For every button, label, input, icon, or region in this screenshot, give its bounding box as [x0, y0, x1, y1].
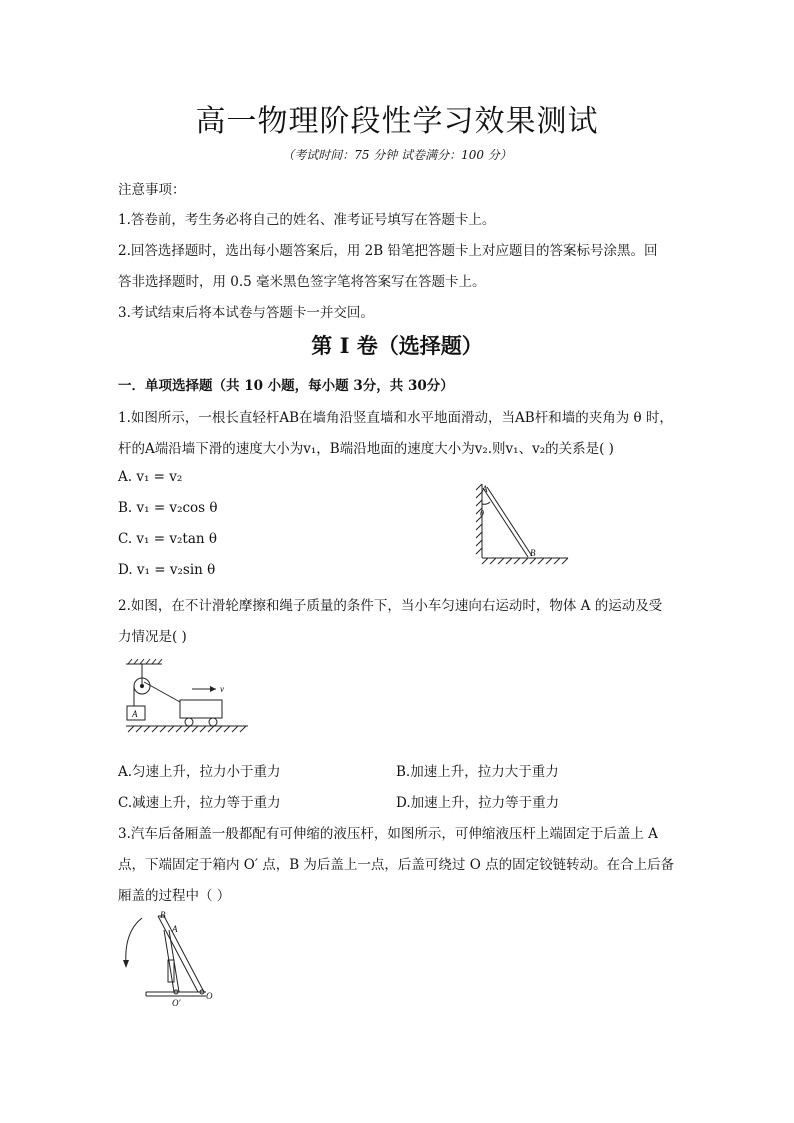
point-o-label: O — [206, 991, 213, 1001]
notice-heading: 注意事项： — [118, 182, 186, 198]
rod-wall-figure — [468, 478, 578, 570]
question-2-stem: 力情况是( ) — [118, 629, 187, 645]
block-a-label: A — [132, 709, 138, 719]
point-a-label: A — [172, 924, 178, 934]
question-3-stem: 厢盖的过程中（ ） — [118, 888, 231, 904]
trunk-lid-figure — [114, 908, 224, 1008]
question-1-stem: 1.如图所示，一根长直轻杆AB在墙角沿竖直墙和水平地面滑动，当AB杆和墙的夹角为 θ 时， — [118, 410, 673, 426]
question-1-stem: 杆的A端沿墙下滑的速度大小为v₁，B端沿地面的速度大小为v₂.则v₁、v₂的关系是( ) — [118, 441, 614, 457]
question-2-option-d: D.加速上升，拉力等于重力 — [396, 795, 560, 811]
question-2-option-b: B.加速上升，拉力大于重力 — [396, 764, 559, 780]
velocity-label: v — [220, 684, 224, 694]
notice-item: 3.考试结束后将本试卷与答题卡一并交回。 — [118, 305, 374, 321]
question-3-stem: 点，下端固定于箱内 O′ 点，B 为后盖上一点，后盖可绕过 O 点的固定铰链转动。在合上后备 — [118, 857, 675, 873]
page-title: 高一物理阶段性学习效果测试 — [195, 104, 599, 139]
point-o-prime-label: O′ — [172, 998, 181, 1008]
question-2-option-a: A.匀速上升，拉力小于重力 — [118, 764, 281, 780]
question-1-option-a: A. v₁ = v₂ — [118, 469, 183, 485]
rod-end-b-label: B — [530, 548, 536, 558]
section-title: 第 I 卷（选择题） — [311, 333, 483, 358]
question-2-stem: 2.如图，在不计滑轮摩擦和绳子质量的条件下，当小车匀速向右运动时，物体 A 的运动及受 — [118, 598, 663, 614]
question-1-option-d: D. v₁ = v₂sin θ — [118, 562, 216, 578]
notice-item: 2.回答选择题时，选出每小题答案后，用 2B 铅笔把答题卡上对应题目的答案标号涂黑。回 — [118, 243, 658, 259]
question-1-option-c: C. v₁ = v₂tan θ — [118, 531, 217, 547]
notice-item: 1.答卷前，考生务必将自己的姓名、准考证号填写在答题卡上。 — [118, 212, 496, 228]
pulley-cart-figure — [122, 656, 252, 738]
notice-item: 答非选择题时，用 0.5 毫米黑色签字笔将答案写在答题卡上。 — [118, 274, 486, 290]
part-heading: 一．单项选择题（共 10 小题，每小题 3分，共 30分） — [118, 378, 454, 394]
question-2-option-c: C.减速上升，拉力等于重力 — [118, 795, 281, 811]
question-1-option-b: B. v₁ = v₂cos θ — [118, 500, 218, 516]
rod-end-a-label: A — [482, 484, 488, 494]
question-3-stem: 3.汽车后备厢盖一般都配有可伸缩的液压杆，如图所示，可伸缩液压杆上端固定于后盖上 A — [118, 826, 658, 842]
theta-label: θ — [480, 509, 484, 518]
exam-info: （考试时间：75 分钟 试卷满分：100 分） — [282, 148, 512, 162]
point-b-label: B — [160, 910, 166, 920]
